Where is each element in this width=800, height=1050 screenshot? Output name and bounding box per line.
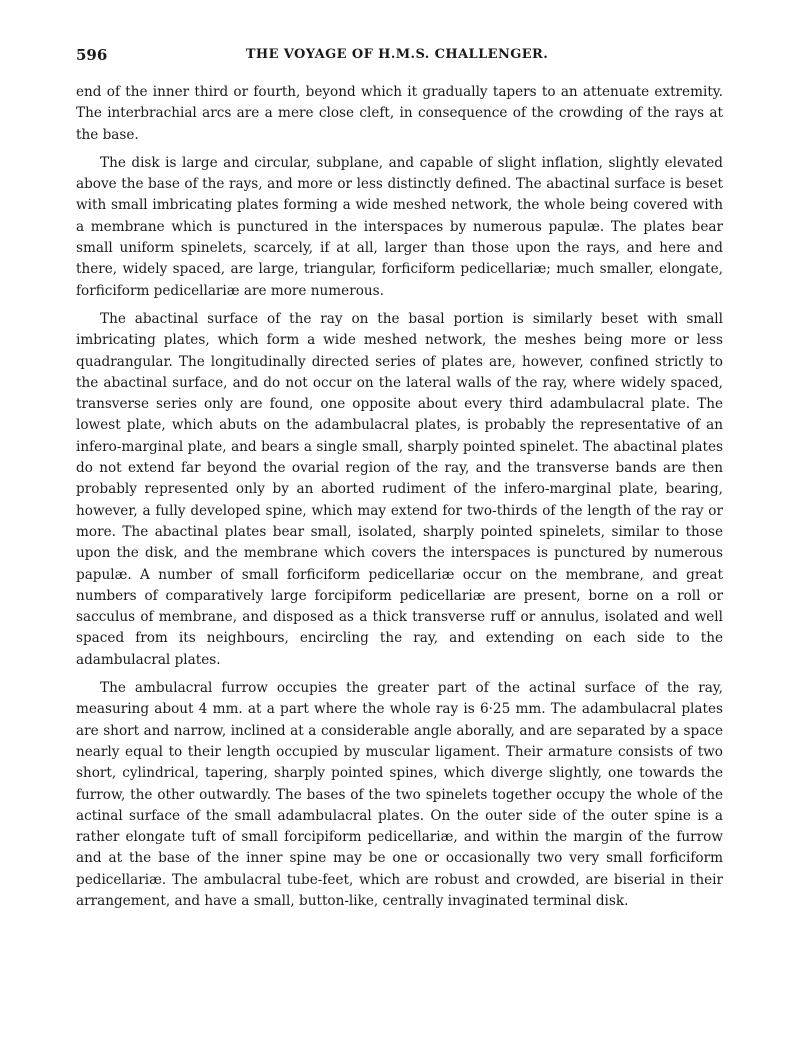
- paragraph-continued: end of the inner third or fourth, beyond which it gradually tapers to an attenuate extremity. The interbrachial arcs are a mere close cleft, in consequence of the crowding of the rays at the base.: [76, 84, 723, 143]
- page-number: 596: [76, 46, 108, 64]
- page-header: [76, 46, 718, 66]
- paragraph-abactinal-surface: The abactinal surface of the ray on the basal portion is similarly beset with small imbricating plates, which form a wide meshed network, the meshes being more or less quadrangular. The longitudinally directed series of plates are, however, confined strictly to the abactinal surface, and do not occur on the lateral walls of the ray, where widely spaced, transverse series only are found, one opposite about every third adambulacral plate. The lowest plate, which abuts on the adambulacral plates, is probably the representative of an infero-marginal plate, and bears a single small, sharply pointed spinelet. The abactinal plates do not extend far beyond the ovarial region of the ray, and the transverse bands are then probably represented only by an aborted rudiment of the infero-marginal plate, bearing, however, a fully developed spine, which may extend for two-thirds of the length of the ray or more. The abactinal plates bear small, isolated, sharply pointed spinelets, similar to those upon the disk, and the membrane which covers the interspaces is punctured by numerous papulæ. A number of small forficiform pedicellariæ occur on the membrane, and great numbers of comparatively large forcipiform pedicellariæ are present, borne on a roll or sacculus of membrane, and disposed as a thick transverse ruff or annulus, isolated and well spaced from its neighbours, encircling the ray, and extending on each side to the adambulacral plates.: [76, 310, 723, 668]
- paragraph-disk: The disk is large and circular, subplane, and capable of slight inflation, slightly elevated above the base of the rays, and more or less distinctly defined. The abactinal surface is beset with small imbricating plates forming a wide meshed network, the whole being covered with a membrane which is punctured in the interspaces by numerous papulæ. The plates bear small uniform spinelets, scarcely, if at all, larger than those upon the rays, and here and there, widely spaced, are large, triangular, forficiform pedicellariæ; much smaller, elongate, forficiform pedicellariæ are more numerous.: [76, 154, 723, 299]
- body-text: [76, 82, 723, 919]
- running-title: THE VOYAGE OF H.M.S. CHALLENGER.: [245, 47, 549, 62]
- paragraph-ambulacral-furrow: The ambulacral furrow occupies the greater part of the actinal surface of the ray, measuring about 4 mm. at a part where the whole ray is 6·25 mm. The adambulacral plates are short and narrow, inclined at a considerable angle aborally, and are separated by a space nearly equal to their length occupied by muscular ligament. Their armature consists of two short, cylindrical, tapering, sharply pointed spines, which diverge slightly, one towards the furrow, the other outwardly. The bases of the two spinelets together occupy the whole of the actinal surface of the small adambulacral plates. On the outer side of the outer spine is a rather elongate tuft of small forcipiform pedicellariæ, and within the margin of the furrow and at the base of the inner spine may be one or occasionally two very small forficiform pedicellariæ. The ambulacral tube-feet, which are robust and crowded, are biserial in their arrangement, and have a small, button-like, centrally invaginated terminal disk.: [76, 680, 723, 909]
